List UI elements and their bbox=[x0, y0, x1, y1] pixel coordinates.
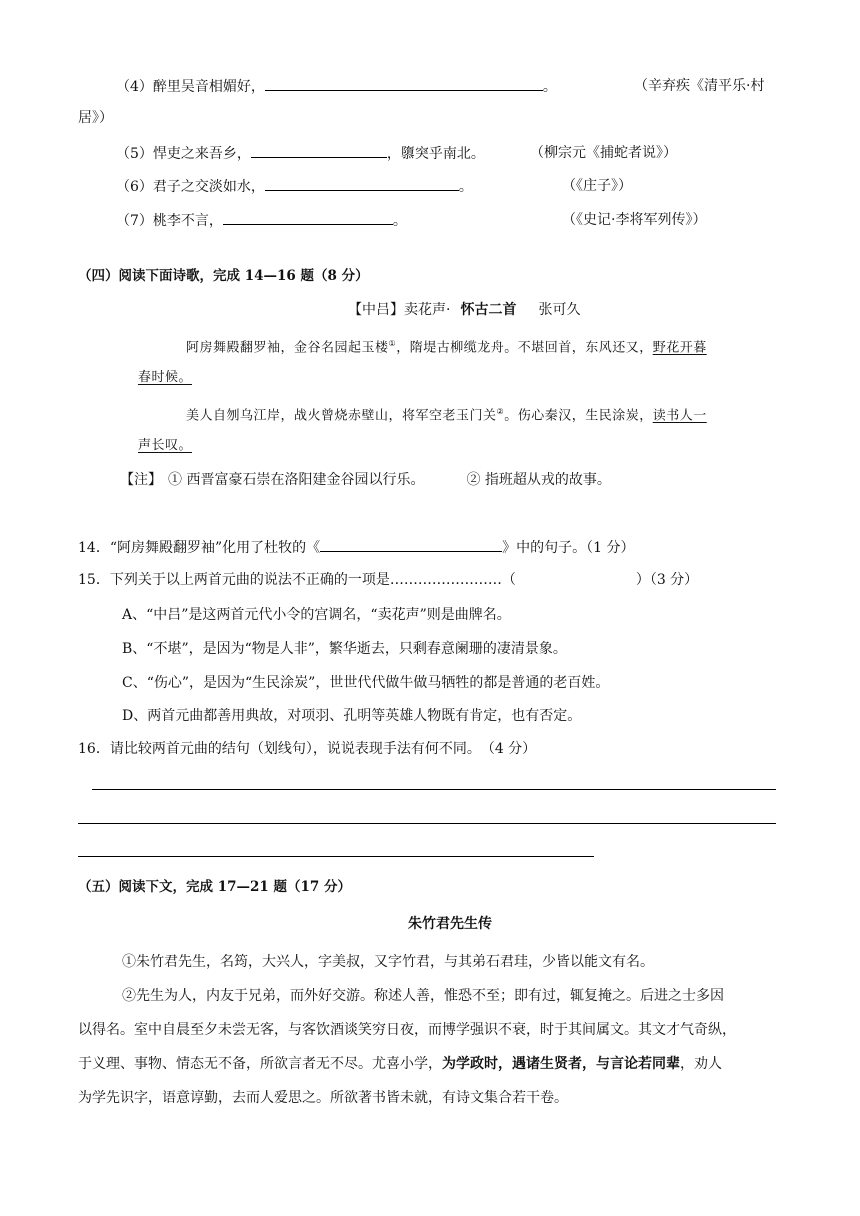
source-citation: （柳宗元《捕蛇者说》） bbox=[530, 145, 677, 161]
section-heading: （五）阅读下文，完成 17—21 题（17 分） bbox=[78, 879, 351, 895]
option-c: C、“伤心”，是因为“生民涂炭”，世世代代做牛做马牺牲的都是普通的老百姓。 bbox=[122, 675, 610, 691]
fill-blank[interactable] bbox=[251, 143, 387, 158]
answer-line[interactable] bbox=[78, 856, 594, 857]
paragraph-text: ，劝人 bbox=[680, 1056, 722, 1072]
item-punct: 。 bbox=[458, 179, 473, 195]
paragraph-2-line: 以得名。室中自晨至夕未尝无客，与客饮酒谈笑穷日夜，而博学强识不衰，时于其间属文。其文才气奇纵， bbox=[78, 1022, 736, 1038]
poem-text: 阿房舞殿翻罗袖，金谷名园起玉楼 bbox=[186, 340, 389, 356]
dictation-item-7 bbox=[116, 210, 407, 231]
annotation bbox=[120, 470, 611, 490]
item-text: 醉里吴音相媚好， bbox=[152, 79, 265, 95]
item-punct: 。 bbox=[542, 79, 557, 95]
fill-blank[interactable] bbox=[265, 176, 459, 191]
source-citation-cont: 居》） bbox=[78, 110, 113, 126]
poem2-line bbox=[186, 402, 707, 426]
note-label: 【注】 bbox=[120, 472, 162, 488]
source-citation: （辛弃疾《清平乐·村 bbox=[634, 78, 765, 94]
paragraph-text: 于义理、事物、情态无不备，所欲言者无不尽。尤喜小学， bbox=[78, 1056, 442, 1072]
poem1-line bbox=[186, 334, 707, 358]
paragraph-2-line: ②先生为人，内友于兄弟，而外好交游。称述人善，惟恐不至；即有过，辄复掩之。后进之士多因 bbox=[122, 988, 724, 1004]
item-number: （7） bbox=[116, 213, 153, 229]
option-d: D、两首元曲都善用典故，对项羽、孔明等英雄人物既有肯定，也有否定。 bbox=[122, 708, 582, 724]
note-mark: ① bbox=[388, 339, 397, 348]
fill-blank[interactable] bbox=[265, 76, 543, 91]
section-heading: （四）阅读下面诗歌，完成 14—16 题（8 分） bbox=[78, 268, 369, 284]
dictation-item-6 bbox=[116, 176, 473, 197]
item-number: （5） bbox=[116, 146, 153, 162]
question-text: 14．“阿房舞殿翻罗袖”化用了杜牧的《 bbox=[78, 540, 321, 556]
poem-author: 张可久 bbox=[538, 302, 581, 318]
poem-text: 。伤心秦汉，生民涂炭， bbox=[504, 408, 653, 424]
item-text: 悍吏之来吾乡， bbox=[152, 146, 251, 162]
note-1: ① 西晋富豪石崇在洛阳建金谷园以行乐。 bbox=[168, 472, 425, 488]
fill-blank[interactable] bbox=[320, 537, 502, 552]
question-text: 15．下列关于以上两首元曲的说法不正确的一项是……………………（ bbox=[78, 572, 516, 588]
question-score: ）（3 分） bbox=[635, 572, 699, 588]
underlined-phrase: 野花开暮 bbox=[652, 340, 707, 356]
underlined-phrase: 春时候。 bbox=[138, 370, 193, 385]
question-text: 》中的句子。（1 分） bbox=[502, 540, 635, 556]
note-mark: ② bbox=[496, 407, 505, 416]
source-citation: （《史记·李将军列传》） bbox=[562, 212, 707, 228]
poem-title-tag: 【中吕】卖花声· bbox=[348, 302, 451, 318]
answer-line[interactable] bbox=[78, 823, 776, 824]
item-number: （6） bbox=[116, 179, 153, 195]
option-a: A、“中吕”是这两首元代小令的宫调名，“卖花声”则是曲牌名。 bbox=[122, 607, 511, 623]
article-title: 朱竹君先生传 bbox=[408, 916, 492, 932]
poem-text: 美人自刎乌江岸，战火曾烧赤壁山，将军空老玉门关 bbox=[186, 408, 497, 424]
paragraph-2-line bbox=[78, 1054, 722, 1074]
underlined-phrase: 声长叹。 bbox=[138, 438, 193, 453]
dictation-item-5 bbox=[116, 143, 485, 164]
question-16: 16．请比较两首元曲的结句（划线句），说说表现手法有何不同。 （4 分） bbox=[78, 741, 537, 757]
dictation-item-4 bbox=[116, 76, 557, 97]
question-15 bbox=[78, 570, 698, 590]
poem-text: ，隋堤古柳缆龙舟。不堪回首，东风还又， bbox=[396, 340, 653, 356]
source-citation: （《庄子》） bbox=[562, 178, 632, 194]
item-number: （4） bbox=[116, 79, 153, 95]
answer-line[interactable] bbox=[92, 789, 776, 790]
item-punct: ，隳突乎南北。 bbox=[386, 146, 485, 162]
poem-title-text: 怀古二首 bbox=[460, 302, 517, 318]
paragraph-1: ①朱竹君先生，名筠，大兴人，字美叔，又字竹君，与其弟石君珪，少皆以能文有名。 bbox=[122, 954, 654, 970]
question-14 bbox=[78, 537, 635, 558]
underlined-phrase: 读书人一 bbox=[652, 408, 707, 424]
item-text: 君子之交淡如水， bbox=[152, 179, 265, 195]
item-punct: 。 bbox=[392, 213, 407, 229]
paragraph-2-line: 为学先识字，语意谆勤，去而人爱思之。所欲著书皆未就，有诗文集合若干卷。 bbox=[78, 1090, 568, 1106]
item-text: 桃李不言， bbox=[152, 213, 223, 229]
bold-phrase: 为学政时，遇诸生贤者，与言论若同辈 bbox=[442, 1056, 680, 1072]
poem-title bbox=[348, 300, 580, 320]
note-2: ② 指班超从戎的故事。 bbox=[466, 472, 611, 488]
option-b: B、“不堪”，是因为“物是人非”，繁华逝去，只剩春意阑珊的凄清景象。 bbox=[122, 641, 567, 657]
fill-blank[interactable] bbox=[223, 210, 393, 225]
